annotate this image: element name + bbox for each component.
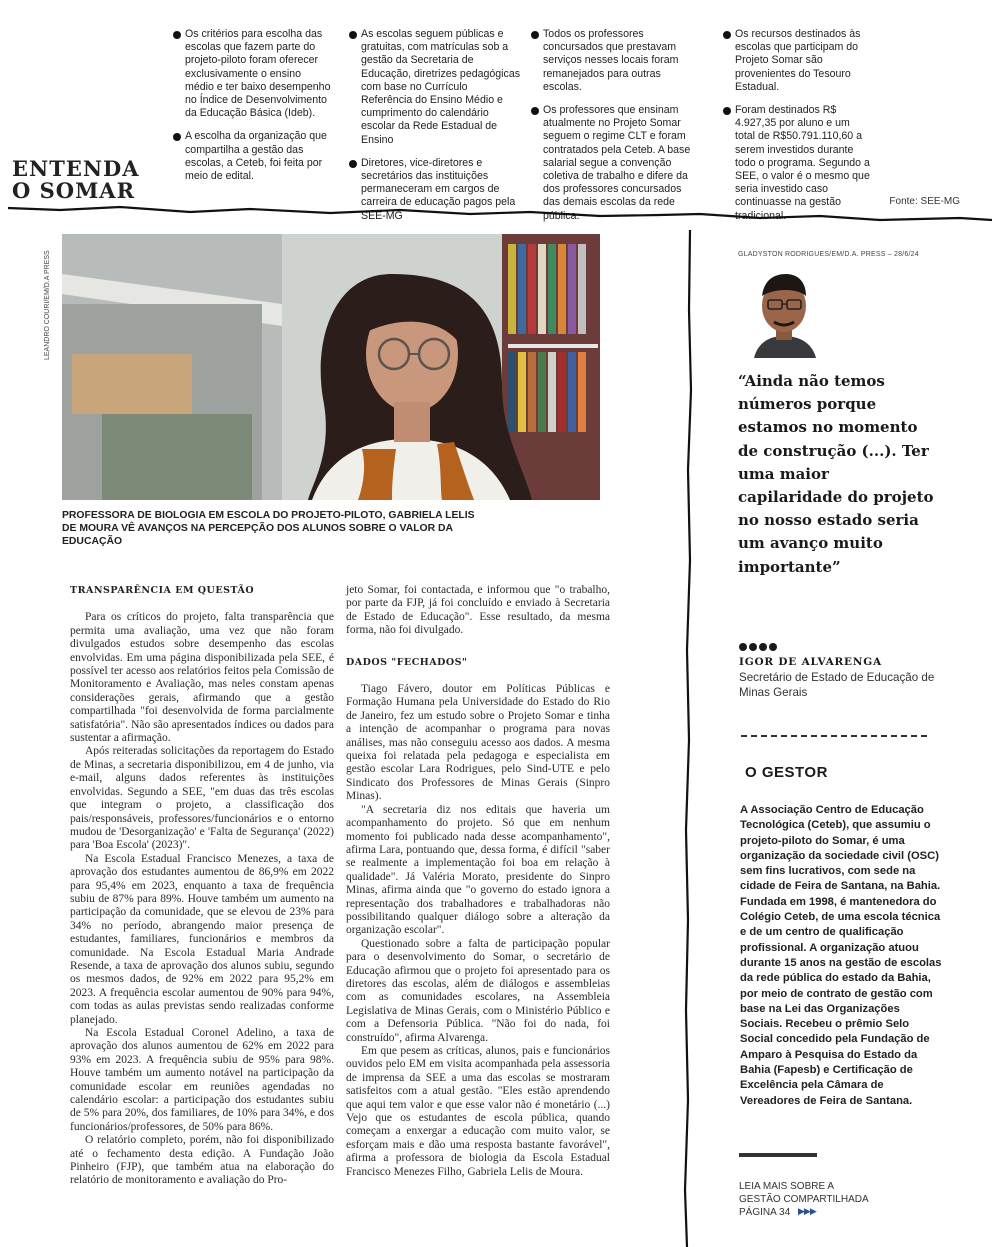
photo-credit bbox=[44, 240, 56, 360]
info-bullet: Foram destinados R$ 4.927,35 por aluno e um total de R$50.791.110,60 a serem investidos durante todo o programa. Segundo a SEE, o valor é o mesmo que seria investido caso continuasse na gestão tradicional. bbox=[722, 104, 870, 223]
info-box-title-line2: O SOMAR bbox=[12, 178, 136, 203]
article-paragraph: "A secretaria diz nos editais que haveria um acompanhamento do projeto. Só que em nenhum momento foi publicado nada desse acompanhamento", afirma Lara, pontuando que, dessa forma, é difícil "saber se realmente a implementação foi boa em relação à qualidade". Já Valéria Morato, presidente do Sinpro Minas, afirma ainda que "o governo do estado ignora a representação dos trabalhadores e trabalhadoras não possibilitando qualquer diálogo sobre a alteração da organização escolar". bbox=[346, 803, 610, 937]
quote-author: IGOR DE ALVARENGA bbox=[739, 656, 882, 668]
dot bbox=[759, 643, 767, 651]
quote-author-role: Secretário de Estado de Educação de Minas Gerais bbox=[739, 671, 935, 699]
read-more-bar bbox=[739, 1153, 817, 1157]
article-paragraph: Questionado sobre a falta de participação popular para o desenvolvimento do Somar, o secretário de Educação afirmou que o projeto foi apresentado para os diretores das escolas, além de diálogos e assembleias com as comunidades escolares, na Assembleia Legislativa de Minas Gerais, com o Ministério Público e com a Defensoria Pública. "Não foi do nada, foi construído", afirma Alvarenga. bbox=[346, 937, 610, 1044]
article-paragraph: jeto Somar, foi contactada, e informou que "o trabalho, por parte da FJP, já foi concluído e enviado à Secretaria de Estado de Educação". Esse resultado, da mesma forma, não foi divulgado. bbox=[346, 584, 610, 637]
dot bbox=[739, 643, 747, 651]
subhead-transparencia: TRANSPARÊNCIA EM QUESTÃO bbox=[70, 585, 255, 596]
teacher-photo bbox=[62, 234, 600, 500]
quote-dots-icon bbox=[739, 643, 777, 651]
info-box bbox=[0, 0, 992, 222]
info-box-title-line1: ENTENDA bbox=[12, 156, 140, 181]
article-paragraph: Na Escola Estadual Francisco Menezes, a taxa de aprovação dos estudantes aumentou de 86,9% em 2022 para 95,4% em 2023, enquanto a taxa de frequência subiu de 87% para 89%. Houve também um aumento na participação da comunidade, que se elevou de 23% para 34% no período, abrangendo maior presença de estudantes, familiares, funcionários e membros da comunidade. Na Escola Estadual Maria Andrade Resende, a taxa de aprovação dos alunos subiu, segundo os mesmos dados, de 92% em 2022 para 95,2% em 2023. A frequência escolar aumentou de 90% para 94%, com todas as aulas previstas sendo realizadas conforme planejado. bbox=[70, 852, 334, 1026]
torn-paper-edge bbox=[0, 196, 992, 236]
info-bullet: A escolha da organização que compartilha a gestão das escolas, a Ceteb, foi feita por meio de edital. bbox=[172, 130, 332, 183]
info-bullet: Os critérios para escolha das escolas que fazem parte do projeto-piloto foram oferecer exclusivamente o ensino médio e ter baixo desempenho no Índice de Desenvolvimento da Educação Básica (Ideb). bbox=[172, 28, 332, 120]
article-column-2 bbox=[346, 584, 610, 1179]
info-bullet: Diretores, vice-diretores e secretários das instituições permaneceram em cargos de carreira de educação pagos pela SEE-MG bbox=[348, 157, 520, 223]
teacher-photo-illustration bbox=[62, 234, 600, 500]
article-paragraph: Em que pesem as críticas, alunos, pais e funcionários ouvidos pelo EM em visita acompanhada pela assessoria de imprensa da SEE a uma das escolas se mostraram satisfeitos com a atual gestão. "Eles estão aprendendo que aqui tem valor e que esse valor não é monetário (...) Vejo que os estudantes de escola pública, quando começam a enxergar a educação com muito valor, se esforçam mais e dão uma resposta bastante favorável", afirma a professora de biologia da Escola Estadual Francisco Menezes Filho, Gabriela Lelis de Moura. bbox=[346, 1045, 610, 1178]
article-paragraph: Na Escola Estadual Coronel Adelino, a taxa de aprovação dos alunos aumentou de 62% em 2022 para 93% em 2023. A frequência subiu de 95% para 98%. Houve também um aumento notável na participação da comunidade escolar em reuniões agendadas no calendário escolar: a participação dos estudantes subiu de 5% para 20%, dos familiares, de 10% para 34%, e dos funcionários/professores, de 50% para 86%. bbox=[70, 1027, 334, 1133]
photo-caption: PROFESSORA DE BIOLOGIA EM ESCOLA DO PROJETO-PILOTO, GABRIELA LELIS DE MOURA VÊ AVANÇOS NA PERCEPÇÃO DOS ALUNOS SOBRE O VALOR DA EDUCAÇÃO bbox=[62, 510, 475, 547]
dot bbox=[769, 643, 777, 651]
pull-quote: “Ainda não temos números porque estamos no momento de construção (...). Ter uma maior capilaridade do projeto no nosso estado seria um avanço muito importante” bbox=[738, 372, 934, 576]
read-more-line2: GESTÃO COMPARTILHADA bbox=[739, 1194, 869, 1205]
subhead-dados-fechados: DADOS "FECHADOS" bbox=[346, 656, 468, 668]
read-more-line1: LEIA MAIS SOBRE A bbox=[739, 1181, 835, 1192]
info-source: Fonte: SEE-MG bbox=[889, 196, 960, 207]
article-paragraph: Para os críticos do projeto, falta transparência que permita uma avaliação, uma vez que não foram divulgados estudos sobre desempenho das escolas envolvidas. Em uma página disponibilizada pela SEE, é possível ter acesso aos relatórios feitos pela Comissão de Monitoramento e Avaliação, mas neles constam apenas considerações gerais, afirmando que a gestão compartilhada "foi desenvolvida de forma parcialmente satisfatória". Não são apresentados índices ou dados para sustentar a afirmação. bbox=[70, 611, 334, 745]
info-bullet: Os professores que ensinam atualmente no Projeto Somar seguem o regime CLT e foram contratados pela Ceteb. A base salarial segue a convenção coletiva de trabalho e difere da dos professores concursados das demais escolas da rede pública. bbox=[530, 104, 700, 223]
dot bbox=[749, 643, 757, 651]
gestor-text: A Associação Centro de Educação Tecnológica (Ceteb), que assumiu o projeto-piloto do Somar, é uma organização da sociedade civil (OSC) sem fins lucrativos, com sede na cidade de Feira de Santana, na Bahia. Fundada em 1998, é mantenedora do Colégio Ceteb, de uma escola técnica e de um centro de qualificação profissional. A organização atuou durante 15 anos na gestão de escolas da rede pública do estado da Bahia, por meio de contrato de gestão com base na Lei das Organizações Sociais. Recebeu o prêmio Selo Social concedido pela Fundação de Amparo à Pesquisa do Estado da Bahia (Fapesb) e Certificação de Excelência pela Câmara de Vereadores de Feira de Santana. bbox=[740, 804, 942, 1107]
article-paragraph: O relatório completo, porém, não foi disponibilizado até o fechamento desta edição. A Fundação João Pinheiro (FJP), que também atua na elaboração do relatório de monitoramento e avaliação do Pro- bbox=[70, 1134, 334, 1187]
spacer bbox=[346, 638, 610, 656]
portrait-credit: GLADYSTON RODRIGUES/EM/D.A. PRESS – 28/6/24 bbox=[738, 251, 919, 258]
portrait-illustration bbox=[740, 262, 828, 358]
article-paragraph: Tiago Fávero, doutor em Políticas Públicas e Formação Humana pela Universidade do Estado do Rio de Janeiro, fez um estudo sobre o Projeto Somar e tinha a intenção de acompanhar o programa para novas análises, mas não conseguiu acesso aos dados. A mesma queixa foi relatada pela pedagoga e especialista em gestão escolar Lara Rodrigues, pelo Sind-UTE e pelo Sindicato dos Professores de Minas Gerais (Sinpro Minas). bbox=[346, 683, 610, 803]
portrait-photo bbox=[740, 262, 828, 358]
torn-paper-vertical-edge bbox=[672, 230, 702, 1247]
arrow-right-icon: ▶▶▶ bbox=[798, 1207, 816, 1217]
article-column-1 bbox=[70, 584, 334, 1188]
photo-credit-text: LEANDRO COURI/EM/D.A PRESS bbox=[44, 250, 51, 360]
info-column-1 bbox=[172, 28, 332, 193]
info-bullet: Os recursos destinados às escolas que participam do Projeto Somar são provenientes do Tesouro Estadual. bbox=[722, 28, 870, 94]
article-paragraph: Após reiteradas solicitações da reportagem do Estado de Minas, a secretaria disponibilizou, em 4 de junho, via e-mail, alguns dados referentes às instituições envolvidas. Segundo a SEE, "em duas das três escolas que integram o projeto, a classificação dos pais/responsáveis, professores/funcionários e o entorno mudou de 'Desorganização' e 'Falta de Segurança' (2022) para 'Boa Escola' (2023)". bbox=[70, 745, 334, 852]
info-bullet: As escolas seguem públicas e gratuitas, com matrículas sob a gestão da Secretaria de Educação, diretrizes pedagógicas com base no Currículo Referência do Ensino Médio e cumprimento do calendário escolar da Rede Estadual de Ensino bbox=[348, 28, 520, 147]
sidebar-divider bbox=[741, 735, 927, 737]
info-bullet: Todos os professores concursados que prestavam serviços nesses locais foram remanejados para outras escolas. bbox=[530, 28, 700, 94]
gestor-heading: O GESTOR bbox=[745, 764, 828, 781]
read-more-line3: PÁGINA 34 bbox=[739, 1207, 791, 1218]
